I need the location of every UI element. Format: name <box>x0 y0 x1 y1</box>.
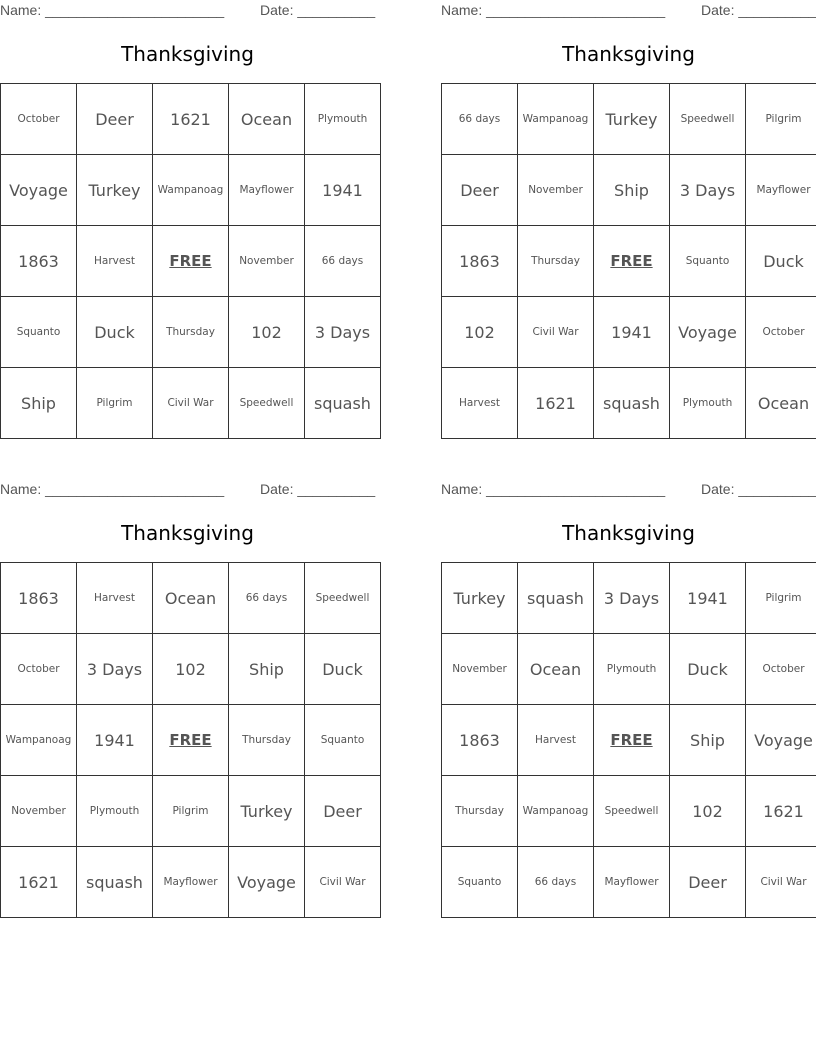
bingo-cell: Voyage <box>229 847 305 918</box>
bingo-row <box>442 297 816 368</box>
bingo-cell: 66 days <box>518 847 594 918</box>
bingo-card <box>0 0 376 440</box>
bingo-cell: 102 <box>229 297 305 368</box>
bingo-grid <box>441 83 816 439</box>
bingo-cell: Turkey <box>594 84 670 155</box>
bingo-cell: Pilgrim <box>77 368 153 439</box>
bingo-cell: Harvest <box>77 226 153 297</box>
bingo-row <box>442 776 816 847</box>
bingo-row <box>442 563 816 634</box>
bingo-cell: 3 Days <box>670 155 746 226</box>
bingo-cell: 1863 <box>442 705 518 776</box>
bingo-cell: 1941 <box>77 705 153 776</box>
bingo-cell: squash <box>305 368 381 439</box>
bingo-cell: Squanto <box>442 847 518 918</box>
bingo-cell: Turkey <box>229 776 305 847</box>
bingo-cell: Harvest <box>77 563 153 634</box>
bingo-cell: Squanto <box>305 705 381 776</box>
bingo-cell: Civil War <box>305 847 381 918</box>
bingo-cell: Wampanoag <box>153 155 229 226</box>
bingo-cell: November <box>229 226 305 297</box>
name-field-label: Name: _______________________ <box>0 2 225 18</box>
bingo-cell: Ocean <box>518 634 594 705</box>
bingo-cell: Ship <box>670 705 746 776</box>
bingo-cell: 102 <box>670 776 746 847</box>
bingo-row <box>1 563 381 634</box>
free-space-cell: FREE <box>153 226 229 297</box>
bingo-row <box>442 368 816 439</box>
bingo-cell: Ocean <box>153 563 229 634</box>
bingo-cell: Ship <box>229 634 305 705</box>
bingo-row <box>1 84 381 155</box>
bingo-grid <box>441 562 816 918</box>
date-field-label: Date: __________ <box>260 481 376 497</box>
bingo-cell: Plymouth <box>670 368 746 439</box>
bingo-cell: 102 <box>442 297 518 368</box>
bingo-cell: Civil War <box>746 847 816 918</box>
bingo-card <box>0 479 376 919</box>
bingo-cell: squash <box>594 368 670 439</box>
name-field-label: Name: _______________________ <box>441 2 666 18</box>
bingo-cell: Pilgrim <box>746 84 816 155</box>
bingo-cell: Deer <box>670 847 746 918</box>
bingo-cell: Ocean <box>746 368 816 439</box>
bingo-row <box>442 155 816 226</box>
name-field-label: Name: _______________________ <box>441 481 666 497</box>
bingo-cell: Civil War <box>153 368 229 439</box>
bingo-cell: Ship <box>1 368 77 439</box>
bingo-cell: Deer <box>442 155 518 226</box>
bingo-cell: 1621 <box>153 84 229 155</box>
bingo-row <box>442 847 816 918</box>
bingo-row <box>1 155 381 226</box>
bingo-cell: Wampanoag <box>518 84 594 155</box>
bingo-cell: Voyage <box>670 297 746 368</box>
bingo-cell: Duck <box>746 226 816 297</box>
bingo-cell: 1941 <box>305 155 381 226</box>
bingo-cell: Mayflower <box>746 155 816 226</box>
bingo-cell: Pilgrim <box>153 776 229 847</box>
bingo-cell: Plymouth <box>305 84 381 155</box>
bingo-cell: October <box>746 297 816 368</box>
bingo-cell: Thursday <box>442 776 518 847</box>
bingo-cell: Thursday <box>229 705 305 776</box>
bingo-cell: 1863 <box>442 226 518 297</box>
bingo-cell: 66 days <box>442 84 518 155</box>
bingo-cell: Plymouth <box>77 776 153 847</box>
bingo-cell: Pilgrim <box>746 563 816 634</box>
card-title: Thanksgiving <box>562 42 695 66</box>
bingo-row <box>1 297 381 368</box>
date-field-label: Date: __________ <box>701 2 816 18</box>
bingo-row <box>442 84 816 155</box>
bingo-cell: October <box>1 84 77 155</box>
bingo-cell: Deer <box>305 776 381 847</box>
bingo-card <box>441 0 816 440</box>
bingo-cell: 66 days <box>305 226 381 297</box>
bingo-row <box>1 847 381 918</box>
bingo-card <box>441 479 816 919</box>
bingo-row <box>1 226 381 297</box>
bingo-cell: 1863 <box>1 226 77 297</box>
bingo-cell: Thursday <box>153 297 229 368</box>
bingo-cell: Mayflower <box>153 847 229 918</box>
bingo-cell: Squanto <box>1 297 77 368</box>
free-space-cell: FREE <box>153 705 229 776</box>
bingo-cell: Deer <box>77 84 153 155</box>
bingo-cell: Thursday <box>518 226 594 297</box>
bingo-cell: 102 <box>153 634 229 705</box>
date-field-label: Date: __________ <box>260 2 376 18</box>
bingo-cell: November <box>1 776 77 847</box>
bingo-cell: Ship <box>594 155 670 226</box>
card-title: Thanksgiving <box>121 42 254 66</box>
bingo-cell: Voyage <box>1 155 77 226</box>
bingo-cell: Speedwell <box>229 368 305 439</box>
bingo-cell: 1863 <box>1 563 77 634</box>
name-field-label: Name: _______________________ <box>0 481 225 497</box>
bingo-cell: October <box>746 634 816 705</box>
date-field-label: Date: __________ <box>701 481 816 497</box>
bingo-row <box>442 226 816 297</box>
bingo-cell: October <box>1 634 77 705</box>
bingo-cell: Harvest <box>442 368 518 439</box>
bingo-cell: 3 Days <box>594 563 670 634</box>
bingo-cell: 66 days <box>229 563 305 634</box>
bingo-cell: Wampanoag <box>1 705 77 776</box>
bingo-row <box>442 634 816 705</box>
bingo-cell: 3 Days <box>305 297 381 368</box>
bingo-cell: 3 Days <box>77 634 153 705</box>
bingo-cell: 1941 <box>670 563 746 634</box>
bingo-cell: 1621 <box>518 368 594 439</box>
bingo-cell: squash <box>518 563 594 634</box>
bingo-cell: Speedwell <box>594 776 670 847</box>
bingo-cell: Wampanoag <box>518 776 594 847</box>
bingo-cell: Voyage <box>746 705 816 776</box>
bingo-cell: 1621 <box>746 776 816 847</box>
bingo-cell: Turkey <box>77 155 153 226</box>
bingo-row <box>442 705 816 776</box>
bingo-cell: Ocean <box>229 84 305 155</box>
bingo-cell: Duck <box>670 634 746 705</box>
bingo-cell: Duck <box>77 297 153 368</box>
bingo-grid <box>0 83 381 439</box>
bingo-cell: Speedwell <box>670 84 746 155</box>
bingo-cell: Squanto <box>670 226 746 297</box>
bingo-cell: 1941 <box>594 297 670 368</box>
bingo-cell: Civil War <box>518 297 594 368</box>
bingo-cell: Harvest <box>518 705 594 776</box>
free-space-cell: FREE <box>594 226 670 297</box>
bingo-cell: Speedwell <box>305 563 381 634</box>
bingo-cell: Turkey <box>442 563 518 634</box>
free-space-cell: FREE <box>594 705 670 776</box>
bingo-cell: Duck <box>305 634 381 705</box>
bingo-row <box>1 368 381 439</box>
bingo-cell: Plymouth <box>594 634 670 705</box>
bingo-cell: November <box>518 155 594 226</box>
card-title: Thanksgiving <box>562 521 695 545</box>
card-title: Thanksgiving <box>121 521 254 545</box>
bingo-row <box>1 776 381 847</box>
bingo-row <box>1 705 381 776</box>
bingo-cell: squash <box>77 847 153 918</box>
bingo-grid <box>0 562 381 918</box>
bingo-cell: November <box>442 634 518 705</box>
bingo-cell: 1621 <box>1 847 77 918</box>
bingo-cell: Mayflower <box>594 847 670 918</box>
bingo-row <box>1 634 381 705</box>
bingo-cell: Mayflower <box>229 155 305 226</box>
